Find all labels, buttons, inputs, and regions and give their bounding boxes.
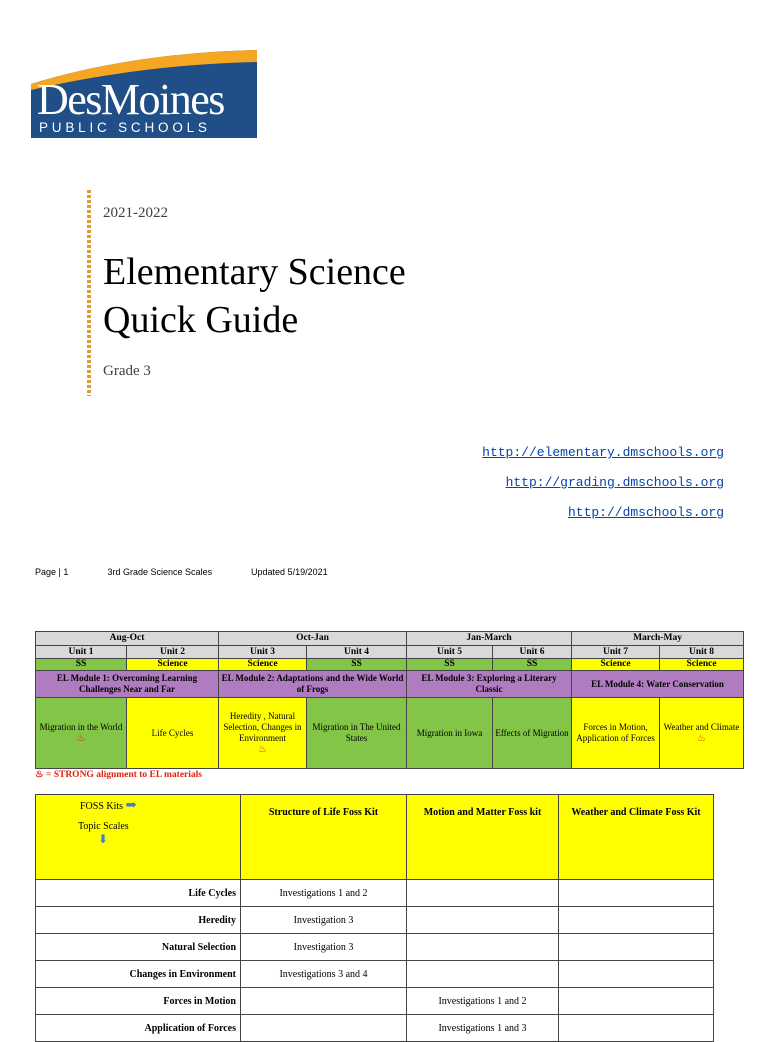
investigation-cell: Investigation 3: [241, 907, 407, 934]
footer-scale: 3rd Grade Science Scales: [107, 567, 213, 577]
unit-cell: Unit 6: [493, 646, 572, 659]
arrow-right-icon: ➡: [125, 797, 137, 812]
season-cell: Aug-Oct: [36, 632, 219, 646]
investigation-cell: [407, 934, 559, 961]
schedule-table: [35, 631, 744, 769]
page-title: [103, 248, 406, 344]
foss-kits-label: FOSS Kits: [80, 801, 124, 812]
subject-cell: SS: [307, 659, 407, 671]
topic-scale-label: Application of Forces: [36, 1015, 241, 1042]
investigation-cell: [407, 961, 559, 988]
unit-cell: Unit 5: [407, 646, 493, 659]
flame-icon: ♨: [697, 733, 706, 744]
table-row: [36, 934, 714, 961]
topic-scale-label: Changes in Environment: [36, 961, 241, 988]
season-cell: Jan-March: [407, 632, 572, 646]
topic-label: Migration in the World: [39, 722, 123, 732]
grading-link[interactable]: http://grading.dmschools.org: [505, 475, 724, 490]
title-accent-bar: [87, 190, 91, 396]
investigation-cell: [241, 988, 407, 1015]
investigation-cell: [559, 934, 714, 961]
module-cell: EL Module 3: Exploring a Literary Classic: [407, 671, 572, 698]
title-line-2: Quick Guide: [103, 299, 299, 341]
topic-cell: [407, 698, 493, 769]
footer-updated: Updated 5/19/2021: [251, 567, 328, 577]
investigation-cell: Investigations 1 and 2: [407, 988, 559, 1015]
topic-cell: [660, 698, 744, 769]
season-cell: March-May: [572, 632, 744, 646]
investigation-cell: [559, 907, 714, 934]
unit-cell: Unit 8: [660, 646, 744, 659]
subject-cell: SS: [407, 659, 493, 671]
dmschools-link[interactable]: http://dmschools.org: [567, 505, 724, 520]
topic-scale-label: Heredity: [36, 907, 241, 934]
investigation-cell: [407, 907, 559, 934]
investigation-cell: [559, 880, 714, 907]
investigation-cell: [241, 1015, 407, 1042]
topic-label: Heredity , Natural Selection, Changes in Environment: [223, 711, 302, 743]
table-row: [36, 907, 714, 934]
investigation-cell: Investigation 3: [241, 934, 407, 961]
topic-label: Forces in Motion, Application of Forces: [576, 722, 655, 743]
topic-cell: [219, 698, 307, 769]
table-row: [36, 880, 714, 907]
module-cell: EL Module 2: Adaptations and the Wide World of Frogs: [219, 671, 407, 698]
table-row: [36, 988, 714, 1015]
topic-label: Life Cycles: [151, 727, 194, 738]
topic-cell: [572, 698, 660, 769]
topic-cell: [493, 698, 572, 769]
kit-header: Structure of Life Foss Kit: [241, 795, 407, 880]
topic-label: Effects of Migration: [495, 727, 569, 738]
elementary-link[interactable]: http://elementary.dmschools.org: [482, 445, 724, 460]
module-cell: EL Module 4: Water Conservation: [572, 671, 744, 698]
topic-cell: [36, 698, 127, 769]
page-footer: [35, 567, 328, 577]
district-logo: [31, 44, 257, 138]
table-corner-cell: [36, 795, 241, 880]
subject-cell: Science: [219, 659, 307, 671]
subject-cell: Science: [660, 659, 744, 671]
subject-cell: SS: [36, 659, 127, 671]
investigation-cell: Investigations 1 and 2: [241, 880, 407, 907]
kit-header: Motion and Matter Foss kit: [407, 795, 559, 880]
investigation-cell: [559, 988, 714, 1015]
link-list: [482, 444, 724, 534]
topic-label: Weather and Climate: [663, 722, 740, 732]
investigation-cell: Investigations 1 and 3: [407, 1015, 559, 1042]
topic-scale-label: Forces in Motion: [36, 988, 241, 1015]
flame-icon: ♨: [76, 733, 86, 744]
season-cell: Oct-Jan: [219, 632, 407, 646]
flame-icon: ♨: [35, 770, 44, 780]
investigation-cell: [559, 961, 714, 988]
investigation-cell: [559, 1015, 714, 1042]
logo-wordmark: DesMoines: [37, 75, 224, 124]
module-cell: EL Module 1: Overcoming Learning Challenges Near and Far: [36, 671, 219, 698]
alignment-legend: [35, 769, 202, 780]
arrow-down-icon: ⬇: [98, 832, 109, 846]
subject-cell: Science: [572, 659, 660, 671]
topic-scales-label: Topic Scales: [78, 821, 129, 832]
topic-scale-label: Life Cycles: [36, 880, 241, 907]
topic-cell: [307, 698, 407, 769]
logo-subtitle: PUBLIC SCHOOLS: [39, 120, 211, 135]
unit-cell: Unit 2: [127, 646, 219, 659]
table-row: [36, 961, 714, 988]
topic-cell: [127, 698, 219, 769]
table-row: [36, 1015, 714, 1042]
title-line-1: Elementary Science: [103, 251, 406, 293]
subject-cell: SS: [493, 659, 572, 671]
page-number: Page | 1: [35, 567, 69, 577]
legend-text: = STRONG alignment to EL materials: [45, 770, 203, 780]
unit-cell: Unit 4: [307, 646, 407, 659]
grade-label: Grade 3: [103, 363, 151, 379]
topic-scale-label: Natural Selection: [36, 934, 241, 961]
school-year: 2021-2022: [103, 205, 168, 221]
topic-label: Migration in The United States: [312, 722, 401, 743]
flame-icon: ♨: [258, 744, 267, 755]
subject-cell: Science: [127, 659, 219, 671]
kit-header: Weather and Climate Foss Kit: [559, 795, 714, 880]
unit-cell: Unit 7: [572, 646, 660, 659]
unit-cell: Unit 3: [219, 646, 307, 659]
investigation-cell: Investigations 3 and 4: [241, 961, 407, 988]
investigation-cell: [407, 880, 559, 907]
foss-kit-table: [35, 794, 714, 1042]
unit-cell: Unit 1: [36, 646, 127, 659]
topic-label: Migration in Iowa: [416, 727, 483, 738]
